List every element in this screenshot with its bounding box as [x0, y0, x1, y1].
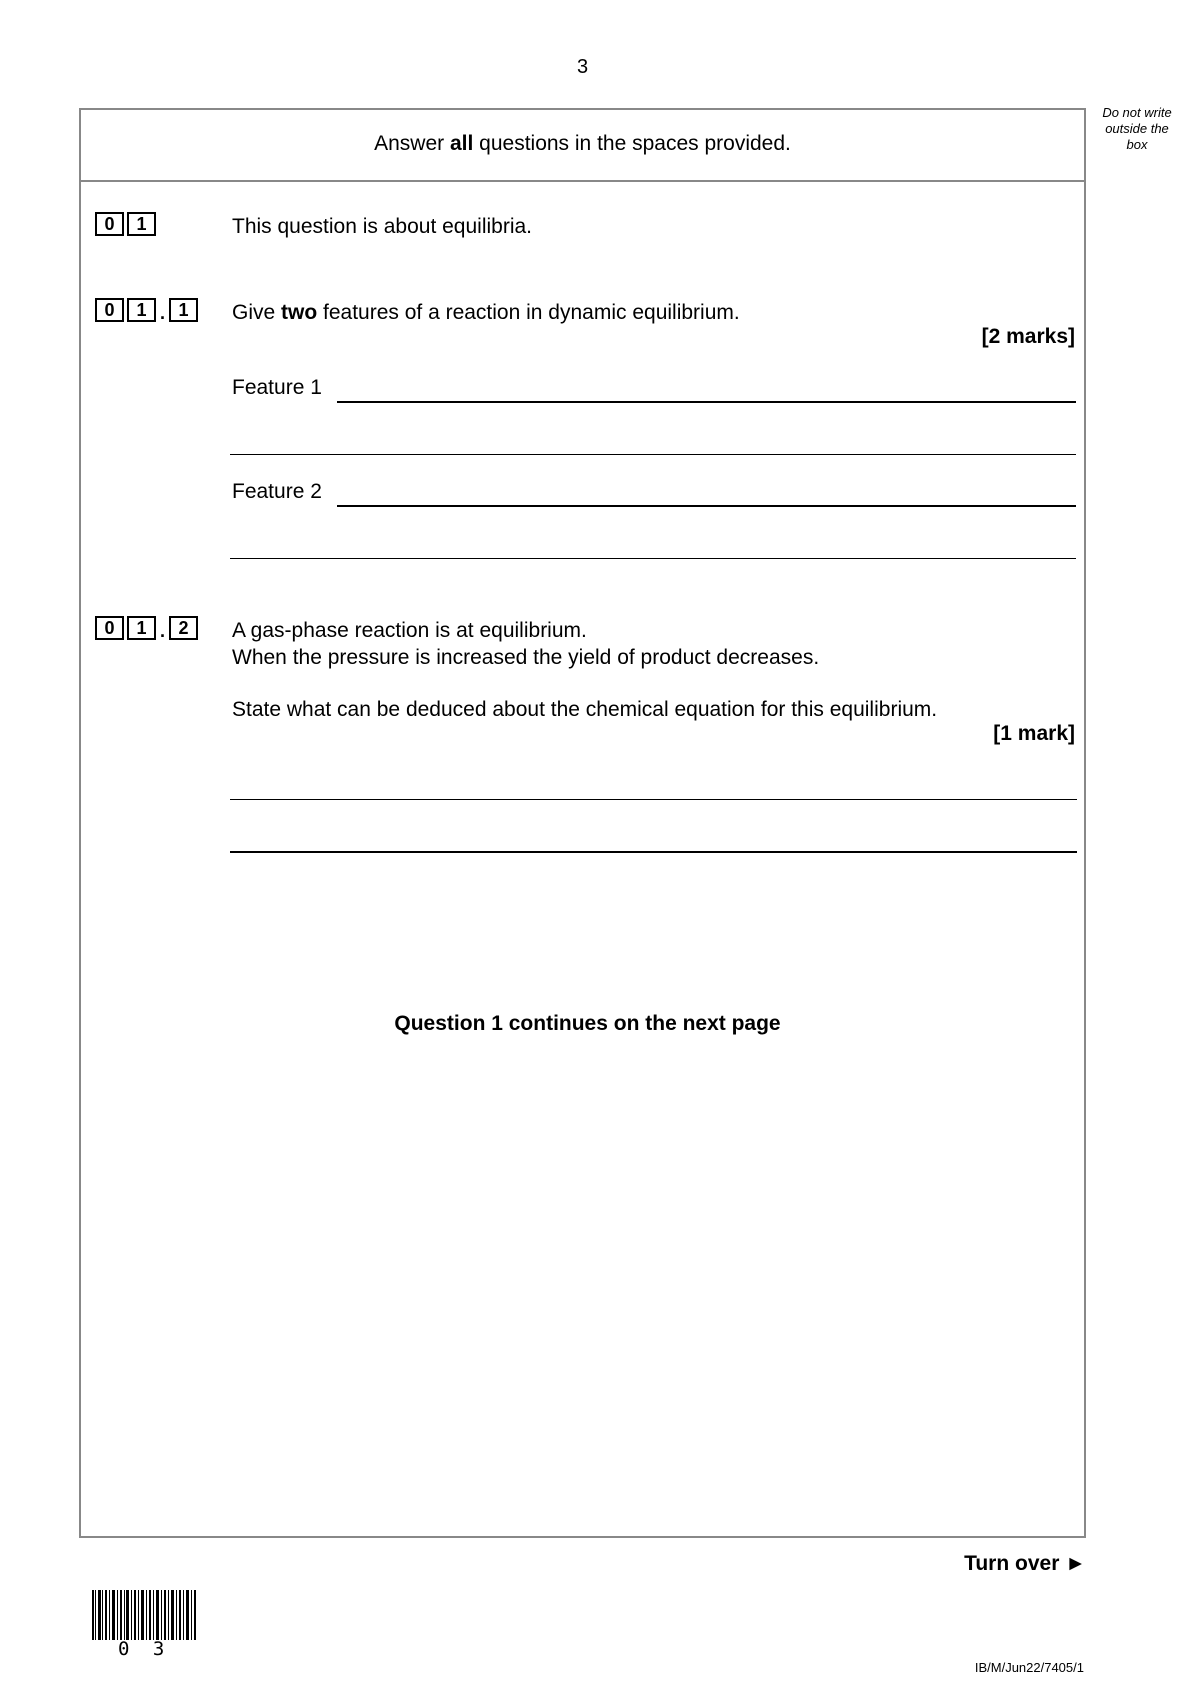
marks-q01-1: [2 marks]	[981, 325, 1075, 348]
question-number-01-1	[95, 298, 198, 322]
marks-q01-2: [1 mark]	[993, 722, 1075, 745]
continues-note: Question 1 continues on the next page	[394, 1012, 781, 1035]
instruction-text-end: questions in the spaces provided.	[473, 132, 791, 155]
instruction	[79, 132, 1086, 156]
barcode-number: 0 3	[118, 1638, 171, 1660]
question-digit: 0	[95, 298, 124, 322]
question-digit: 1	[127, 212, 156, 236]
turn-over: Turn over ►	[964, 1552, 1086, 1575]
question-number-01	[95, 212, 156, 236]
question-dot: .	[160, 621, 166, 641]
margin-note	[1092, 105, 1182, 153]
footer-code: IB/M/Jun22/7405/1	[974, 1660, 1084, 1675]
feature-1-answer-line-2[interactable]	[230, 454, 1076, 455]
barcode	[90, 1590, 200, 1640]
frame-divider	[79, 180, 1086, 182]
feature-2-answer-line[interactable]	[337, 505, 1076, 507]
feature-1-label: Feature 1	[232, 376, 322, 399]
question-digit: 2	[169, 616, 198, 640]
q01-2-answer-line-2[interactable]	[230, 851, 1077, 853]
margin-note-line: Do not write	[1102, 105, 1172, 120]
question-01-2-line-1: A gas-phase reaction is at equilibrium.	[232, 619, 587, 642]
question-digit: 0	[95, 616, 124, 640]
margin-note-line: box	[1126, 137, 1148, 152]
question-01-2-line-3: State what can be deduced about the chemical equation for this equilibrium.	[232, 698, 938, 721]
feature-2-label: Feature 2	[232, 480, 322, 503]
q01-1-text-bold: two	[281, 301, 318, 324]
question-01-text: This question is about equilibria.	[232, 215, 533, 238]
question-digit: 1	[127, 616, 156, 640]
q01-2-answer-line[interactable]	[230, 799, 1077, 800]
question-number-01-2	[95, 616, 198, 640]
margin-note-line: outside the	[1105, 121, 1169, 136]
question-01-1-text	[232, 299, 740, 326]
q01-1-text-end: features of a reaction in dynamic equilibrium.	[317, 301, 740, 324]
feature-1-answer-line[interactable]	[337, 401, 1076, 403]
question-01-2-line-2: When the pressure is increased the yield of product decreases.	[232, 646, 820, 669]
page-number: 3	[576, 56, 589, 78]
q01-1-text-start: Give	[232, 301, 282, 324]
feature-2-answer-line-2[interactable]	[230, 558, 1076, 559]
question-digit: 1	[169, 298, 198, 322]
question-dot: .	[160, 303, 166, 323]
instruction-bold: all	[449, 132, 474, 155]
question-digit: 0	[95, 212, 124, 236]
question-digit: 1	[127, 298, 156, 322]
instruction-text: Answer	[374, 132, 450, 155]
